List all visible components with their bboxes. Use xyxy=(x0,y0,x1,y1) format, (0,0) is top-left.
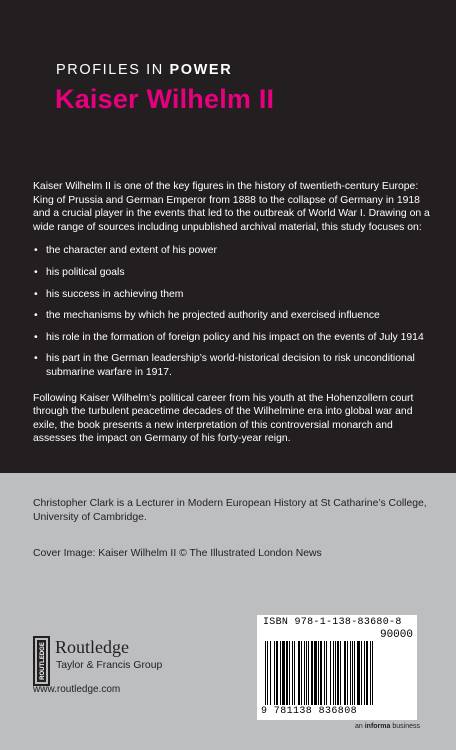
publisher-vertical-label: ROUTLEDGE xyxy=(40,642,47,680)
barcode-bar xyxy=(286,641,288,705)
barcode-bar xyxy=(301,641,302,705)
blurb-closing: Following Kaiser Wilhelm’s political career from his youth at the Hohenzollern court through the turbulent peacetime decades of the Wilhelmine era into global war and exile, the book presents a new interpretation of this controversial monarch and assesses the impact on Germany of his forty-year reign. xyxy=(33,392,414,445)
barcode-bar xyxy=(326,641,327,705)
barcode-bar xyxy=(366,641,368,705)
ean-number: 9 781138 836808 xyxy=(261,706,358,717)
publisher-logo xyxy=(33,636,193,686)
barcode-bar xyxy=(347,641,348,705)
barcode-bar xyxy=(270,641,271,705)
barcode-bar xyxy=(337,641,339,705)
barcode-bar xyxy=(320,641,322,705)
barcode-bar xyxy=(311,641,313,705)
barcode-bar xyxy=(282,641,285,705)
barcode-bar xyxy=(324,641,325,705)
barcode-bar xyxy=(340,641,341,705)
barcode-bar xyxy=(265,641,266,705)
list-item: • his role in the formation of foreign policy and his impact on the events of July 1914 xyxy=(34,331,424,343)
price-code: 90000 xyxy=(379,629,413,641)
cover-image-credit: Cover Image: Kaiser Wilhelm II © The Illustrated London News xyxy=(33,548,322,559)
list-item: • the character and extent of his power xyxy=(34,245,217,257)
focus-list xyxy=(33,244,433,379)
barcode-bar xyxy=(330,641,331,705)
routledge-logo-icon xyxy=(33,636,50,686)
barcode-bar xyxy=(372,641,373,705)
series-label: PROFILES IN POWER xyxy=(56,62,233,78)
barcode-bar xyxy=(357,641,360,705)
list-item: • his political goals xyxy=(34,266,125,278)
barcode-bar xyxy=(344,641,346,705)
isbn-number: ISBN 978-1-138-83680-8 xyxy=(263,617,402,628)
barcode-bar xyxy=(304,641,305,705)
barcode-bar xyxy=(335,641,336,705)
barcode-bars-icon xyxy=(263,641,411,705)
book-title: Kaiser Wilhelm II xyxy=(55,84,275,114)
list-item: • the mechanisms by which he projected authority and exercised influence xyxy=(34,310,380,322)
barcode-bar xyxy=(318,641,319,705)
barcode-bar xyxy=(289,641,290,705)
book-blurb xyxy=(33,180,433,446)
barcode-bar xyxy=(364,641,365,705)
isbn-barcode xyxy=(257,615,417,720)
bullet-icon: • xyxy=(34,288,38,300)
publisher-name: Routledge xyxy=(55,637,129,657)
bullet-icon: • xyxy=(34,331,38,343)
barcode-bar xyxy=(333,641,334,705)
barcode-bar xyxy=(354,641,355,705)
bullet-icon: • xyxy=(34,266,38,278)
barcode-bar xyxy=(314,641,317,705)
barcode-bar xyxy=(298,641,300,705)
publisher-group: Taylor & Francis Group xyxy=(56,660,163,671)
publisher-url: www.routledge.com xyxy=(33,684,121,695)
informa-tagline: an informa business xyxy=(355,723,420,730)
barcode-bar xyxy=(276,641,278,705)
barcode-bar xyxy=(350,641,351,705)
barcode-bar xyxy=(306,641,307,705)
bullet-icon: • xyxy=(34,245,38,257)
barcode-bar xyxy=(361,641,362,705)
barcode-bar xyxy=(308,641,309,705)
barcode-bar xyxy=(280,641,281,705)
barcode-bar xyxy=(294,641,295,705)
bullet-icon: • xyxy=(34,310,38,322)
list-item: • his success in achieving them xyxy=(34,288,184,300)
list-item: • his part in the German leadership’s world-historical decision to risk unconditional submarine warfare in 1917. xyxy=(34,353,415,378)
author-bio: Christopher Clark is a Lecturer in Modern European History at St Catharine’s College, University of Cambridge. xyxy=(33,498,427,523)
blurb-intro: Kaiser Wilhelm II is one of the key figures in the history of twentieth-century Europe: King of Prussia and German Emperor from 1888 to the collapse of Germany in 1918 and a crucial player in the events that led to the outbreak of World War I. Drawing on a wide range of sources including unpublished archival material, this study focuses on: xyxy=(33,181,430,233)
bullet-icon: • xyxy=(34,353,38,365)
barcode-bar xyxy=(267,641,268,705)
barcode-bar xyxy=(274,641,275,705)
barcode-bar xyxy=(352,641,353,705)
barcode-bar xyxy=(292,641,293,705)
barcode-bar xyxy=(370,641,371,705)
